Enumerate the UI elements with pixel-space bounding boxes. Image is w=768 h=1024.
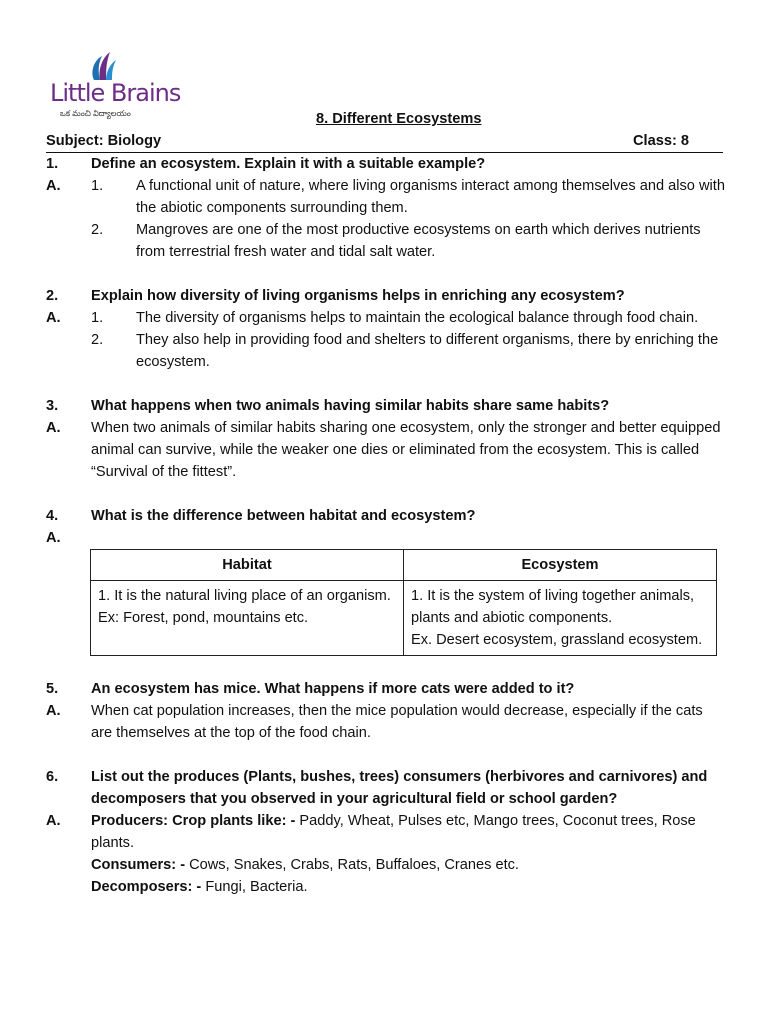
producers-line [91, 810, 726, 854]
point-number: 2. [91, 222, 104, 238]
answer-points [91, 307, 726, 373]
decomposers-value: Fungi, Bacteria. [201, 879, 308, 895]
answer-point [91, 219, 726, 263]
cell-line: Ex. Desert ecosystem, grassland ecosystem. [411, 632, 703, 648]
question-number: 3. [46, 398, 59, 414]
point-number: 1. [91, 310, 104, 326]
question-list [46, 153, 726, 920]
answer-mark: A. [46, 178, 61, 194]
answer-points [91, 175, 726, 263]
question-number: 2. [46, 288, 59, 304]
point-number: 1. [91, 178, 104, 194]
question-number: 6. [46, 769, 59, 785]
question-number: 4. [46, 508, 59, 524]
answer-point [91, 307, 726, 329]
question-block [46, 766, 726, 898]
question-text: What is the difference between habitat and ecosystem? [91, 508, 476, 524]
decomposers-label: Decomposers: - [91, 879, 202, 895]
question-block [46, 505, 726, 656]
question-text: An ecosystem has mice. What happens if more cats were added to it? [91, 681, 575, 697]
school-logo [50, 50, 181, 120]
subject-label: Subject: Biology [46, 133, 162, 149]
question-text: Define an ecosystem. Explain it with a suitable example? [91, 156, 486, 172]
table-cell [404, 581, 717, 656]
point-text: They also help in providing food and shelters to different organisms, there by enriching the ecosystem. [136, 332, 719, 370]
decomposers-line [91, 876, 726, 898]
producers-value: Paddy, Wheat, Pulses etc, Mango trees, Coconut trees, Rose plants. [91, 813, 696, 851]
question-number: 5. [46, 681, 59, 697]
question-block [46, 395, 726, 483]
question-block [46, 678, 726, 744]
consumers-line [91, 854, 726, 876]
answer-text [91, 810, 726, 898]
answer-point [91, 329, 726, 373]
point-text: Mangroves are one of the most productive ecosystems on earth which derives nutrients from terrestrial fresh water and tidal salt water. [136, 222, 701, 260]
answer-point [91, 175, 726, 219]
page-title: 8. Different Ecosystems [316, 111, 482, 127]
question-block [46, 285, 726, 373]
answer-mark: A. [46, 530, 61, 546]
class-label: Class: 8 [633, 133, 689, 149]
answer-mark: A. [46, 813, 61, 829]
cell-line: 1. It is the natural living place of an organism. [98, 588, 391, 604]
point-number: 2. [91, 332, 104, 348]
answer-mark: A. [46, 420, 61, 436]
comparison-table [90, 549, 717, 656]
cell-line: 1. It is the system of living together animals, plants and abiotic components. [411, 588, 695, 626]
question-text: What happens when two animals having similar habits share same habits? [91, 398, 610, 414]
question-text: Explain how diversity of living organisms helps in enriching any ecosystem? [91, 288, 625, 304]
logo-tagline: ఒక మంచి విద్యాలయం [60, 109, 131, 118]
table-header: Habitat [91, 550, 404, 581]
point-text: The diversity of organisms helps to maintain the ecological balance through food chain. [136, 310, 699, 326]
answer-mark: A. [46, 310, 61, 326]
point-text: A functional unit of nature, where living organisms interact among themselves and also with the abiotic components surrounding them. [136, 178, 725, 216]
question-number: 1. [46, 156, 59, 172]
answer-text: When cat population increases, then the mice population would decrease, especially if the cats are themselves at the top of the food chain. [91, 703, 703, 741]
producers-label: Producers: Crop plants like: - [91, 813, 296, 829]
logo-emblem-icon [84, 50, 124, 82]
question-text: List out the produces (Plants, bushes, trees) consumers (herbivores and carnivores) and decomposers that you observed in your agricultural field or school garden? [91, 769, 708, 807]
consumers-label: Consumers: - [91, 857, 186, 873]
answer-mark: A. [46, 703, 61, 719]
table-cell [91, 581, 404, 656]
table-header-row [91, 550, 717, 581]
answer-text: When two animals of similar habits sharing one ecosystem, only the stronger and better equipped animal can survive, while the weaker one dies or eliminated from the ecosystem. This is called “Survival of the fittest”. [91, 420, 721, 480]
logo-name: Little Brains [50, 79, 181, 107]
consumers-value: Cows, Snakes, Crabs, Rats, Buffaloes, Cranes etc. [185, 857, 519, 873]
table-row [91, 581, 717, 656]
question-block [46, 153, 726, 263]
table-header: Ecosystem [404, 550, 717, 581]
cell-line: Ex: Forest, pond, mountains etc. [98, 610, 309, 626]
